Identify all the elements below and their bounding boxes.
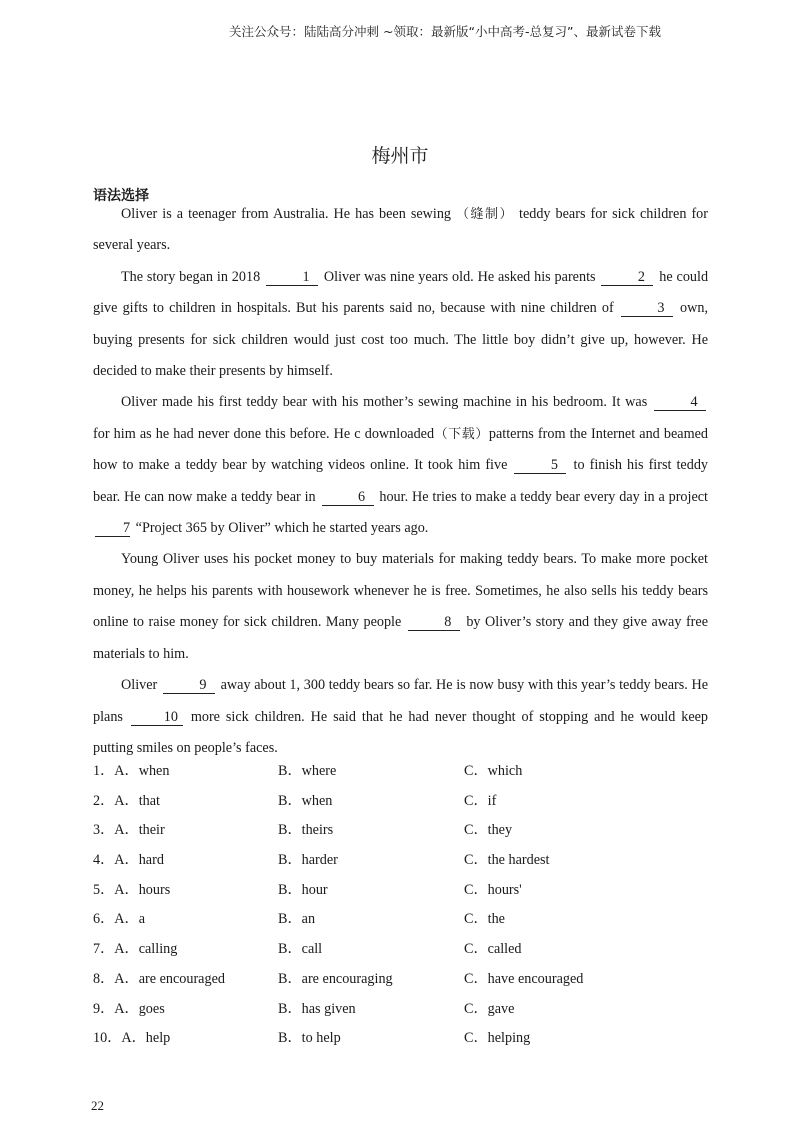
option-c[interactable]: C．helping — [464, 1030, 531, 1047]
text: hour. He tries to make a teddy bear every day in a project — [379, 488, 709, 505]
text: The story began in 2018 — [121, 268, 261, 285]
option-a[interactable]: 3．A．their — [93, 822, 165, 839]
question-row — [93, 754, 708, 784]
option-b[interactable]: B．call — [278, 941, 323, 958]
blank-2[interactable]: 2 — [601, 269, 653, 286]
option-c[interactable]: C．hours' — [464, 881, 522, 898]
text: for him as he had never done this before. He c downloaded — [93, 425, 435, 442]
text: Oliver — [121, 677, 158, 694]
option-b[interactable]: B．has given — [278, 1000, 356, 1017]
option-c[interactable]: C．called — [464, 941, 522, 958]
paragraph-4 — [93, 544, 708, 670]
option-c[interactable]: C．the hardest — [464, 852, 550, 869]
option-a[interactable]: 9．A．goes — [93, 1000, 165, 1017]
option-a[interactable]: 10．A．help — [93, 1030, 171, 1047]
options-list — [93, 754, 708, 1051]
question-row — [93, 1021, 708, 1051]
option-b[interactable]: B．harder — [278, 852, 338, 869]
question-row — [93, 784, 708, 814]
page-title: 梅州市 — [371, 145, 429, 167]
option-a[interactable]: 2．A．that — [93, 792, 160, 809]
option-a[interactable]: 7．A．calling — [93, 941, 178, 958]
text: by Oliver’s story and they give away free materials to him. — [93, 614, 708, 662]
text: “Project 365 by Oliver” which he started years ago. — [135, 520, 429, 537]
text: he could give gifts to children in hospitals. But his parents said no, because with nine children of — [93, 268, 709, 317]
text: Oliver is a teenager from Australia. He has been sewing — [121, 206, 452, 222]
question-row — [93, 843, 708, 873]
gloss: （下载） — [434, 426, 489, 442]
text: teddy bears for sick children for several years. — [93, 206, 708, 254]
passage — [93, 199, 708, 764]
header-note: 关注公众号：陆陆高分冲刺 ~领取：最新版“小中高考-总复习”、最新试卷下载 — [229, 24, 661, 39]
question-row — [93, 962, 708, 992]
paragraph-2 — [93, 262, 708, 388]
blank-9[interactable]: 9 — [163, 677, 215, 694]
blank-10[interactable]: 10 — [131, 709, 183, 726]
text: own, buying presents for sick children would just cost too much. The little boy didn’t give up, however. He decided to make their presents by himself. — [93, 300, 708, 380]
option-b[interactable]: B．are encouraging — [278, 970, 393, 987]
blank-7[interactable]: 7 — [95, 520, 130, 537]
blank-5[interactable]: 5 — [514, 457, 566, 474]
text: patterns from the Internet and beamed how to make a teddy bear by watching videos online. It took him five — [93, 425, 708, 474]
option-a[interactable]: 4．A．hard — [93, 852, 164, 869]
text: away about 1, 300 teddy bears so far. He is now busy with this year’s teddy bears. He plans — [93, 677, 709, 725]
question-row — [93, 992, 708, 1022]
option-b[interactable]: B．to help — [278, 1030, 341, 1047]
paragraph-1 — [93, 199, 708, 262]
question-row — [93, 813, 708, 843]
option-b[interactable]: B．where — [278, 763, 337, 779]
option-a[interactable]: 8．A．are encouraged — [93, 970, 225, 987]
option-b[interactable]: B．an — [278, 911, 316, 928]
text: Young Oliver uses his pocket money to buy materials for making teddy bears. To make more pocket money, he helps his parents with housework whenever he is free. Sometimes, he also sells his teddy bears online to raise money for sick children. Many people — [93, 551, 708, 631]
option-c[interactable]: C．gave — [464, 1000, 515, 1017]
paragraph-3 — [93, 387, 708, 544]
text: more sick children. He said that he had never thought of stopping and he would keep putting smiles on people’s faces. — [93, 708, 709, 756]
option-b[interactable]: B．hour — [278, 881, 328, 898]
blank-4[interactable]: 4 — [654, 394, 706, 411]
option-c[interactable]: C．have encouraged — [464, 970, 584, 987]
blank-8[interactable]: 8 — [408, 614, 460, 631]
option-c[interactable]: C．if — [464, 792, 497, 809]
question-row — [93, 902, 708, 932]
text: Oliver made his first teddy bear with his mother’s sewing machine in his bedroom. It was — [121, 394, 648, 411]
blank-3[interactable]: 3 — [621, 300, 673, 317]
section-heading: 语法选择 — [93, 188, 149, 204]
page-number: 22 — [91, 1098, 104, 1113]
option-c[interactable]: C．which — [464, 763, 523, 779]
option-a[interactable]: 5．A．hours — [93, 881, 171, 898]
blank-1[interactable]: 1 — [266, 269, 318, 286]
blank-6[interactable]: 6 — [322, 489, 374, 506]
option-a[interactable]: 6．A．a — [93, 911, 146, 928]
text: Oliver was nine years old. He asked his parents — [323, 268, 596, 285]
option-a[interactable]: 1．A．when — [93, 763, 170, 779]
paragraph-5 — [93, 670, 708, 764]
gloss: （缝制） — [456, 207, 514, 222]
option-b[interactable]: B．when — [278, 792, 333, 809]
option-c[interactable]: C．the — [464, 911, 505, 928]
text: to finish his first teddy bear. He can now make a teddy bear in — [93, 457, 709, 505]
question-row — [93, 873, 708, 903]
question-row — [93, 932, 708, 962]
option-b[interactable]: B．theirs — [278, 822, 334, 839]
option-c[interactable]: C．they — [464, 822, 513, 839]
